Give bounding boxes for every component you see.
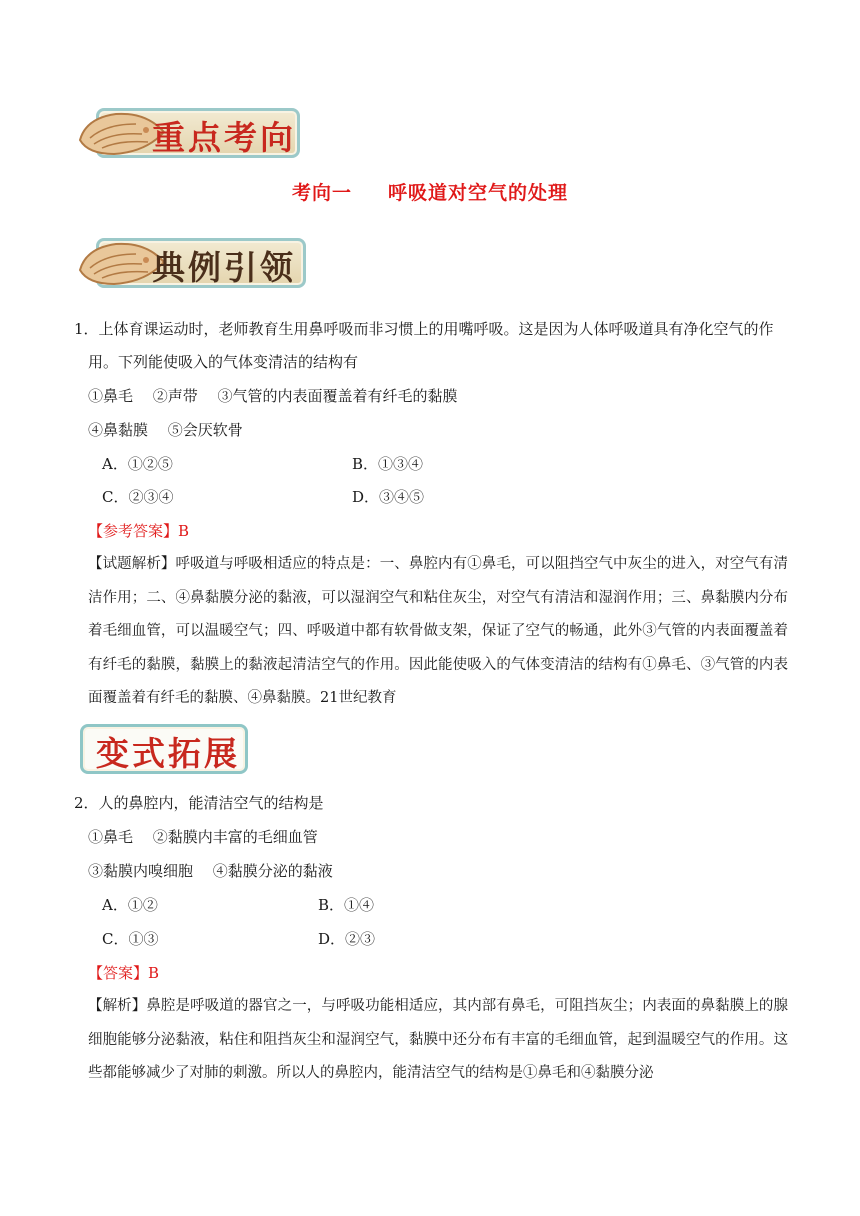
section-label: 考向一 <box>291 182 352 204</box>
q1-option-c: C．②③④ <box>102 488 174 506</box>
q2-answer <box>88 962 159 983</box>
q2-option-d: D．②③ <box>318 930 376 948</box>
q1-stem-line1: 1．上体育课运动时，老师教育生用鼻呼吸而非习惯上的用嘴呼吸。这是因为人体呼吸道具有净化空气的作 <box>74 320 774 338</box>
q2-analysis: 【解析】鼻腔是呼吸道的器官之一，与呼吸功能相适应，其内部有鼻毛，可阻挡灰尘；内表面的鼻黏膜上的腺细胞能够分泌黏液，粘住和阻挡灰尘和湿润空气，黏膜中还分布有丰富的毛细血管，起到温暖空气的作用。这些都能够减少了对肺的刺激。所以人的鼻腔内，能清洁空气的结构是①鼻毛和④黏膜分泌 <box>88 998 788 1081</box>
q1-items-line1: ①鼻毛 ②声带 ③气管的内表面覆盖着有纤毛的黏膜 <box>88 387 458 405</box>
q2-stem: 2．人的鼻腔内，能清洁空气的结构是 <box>74 794 324 812</box>
q2-items-line1: ①鼻毛 ②黏膜内丰富的毛细血管 <box>88 828 318 846</box>
section-title: 呼吸道对空气的处理 <box>388 182 569 204</box>
banner-title: 重点考向 <box>152 118 296 157</box>
key-points-banner <box>76 102 300 164</box>
example-banner <box>76 232 306 294</box>
q1-stem-line2: 用。下列能使吸入的气体变清洁的结构有 <box>88 353 359 371</box>
q2-option-c: C．①③ <box>102 930 159 948</box>
q2-option-a: A．①② <box>102 896 158 914</box>
answer-label: 【参考答案】 <box>88 522 179 540</box>
section-heading <box>0 178 860 205</box>
answer-value: B <box>178 522 190 540</box>
q1-option-b: B．①③④ <box>352 455 424 473</box>
q1-answer <box>88 520 189 541</box>
banner-title: 变式拓展 <box>96 734 240 773</box>
variant-banner <box>80 718 248 780</box>
banner-title: 典例引领 <box>152 248 296 287</box>
q1-option-a: A．①②⑤ <box>102 455 173 473</box>
q2-items-line2: ③黏膜内嗅细胞 ④黏膜分泌的黏液 <box>88 862 333 880</box>
answer-label: 【答案】 <box>88 964 149 982</box>
q2-option-b: B．①④ <box>318 896 375 914</box>
q1-items-line2: ④鼻黏膜 ⑤会厌软骨 <box>88 421 243 439</box>
q1-analysis: 【试题解析】呼吸道与呼吸相适应的特点是：一、鼻腔内有①鼻毛，可以阻挡空气中灰尘的进入，对空气有清洁作用；二、④鼻黏膜分泌的黏液，可以湿润空气和粘住灰尘，对空气有清洁和湿润作用；三、鼻黏膜内分布着毛细血管，可以温暖空气；四、呼吸道中都有软骨做支架，保证了空气的畅通，此外③气管的内表面覆盖着有纤毛的黏膜，黏膜上的黏液起清洁空气的作用。因此能使吸入的气体变清洁的结构有①鼻毛、③气管的内表面覆盖着有纤毛的黏膜、④鼻黏膜。21世纪教育 <box>88 556 788 706</box>
q1-option-d: D．③④⑤ <box>352 488 425 506</box>
answer-value: B <box>148 964 160 982</box>
